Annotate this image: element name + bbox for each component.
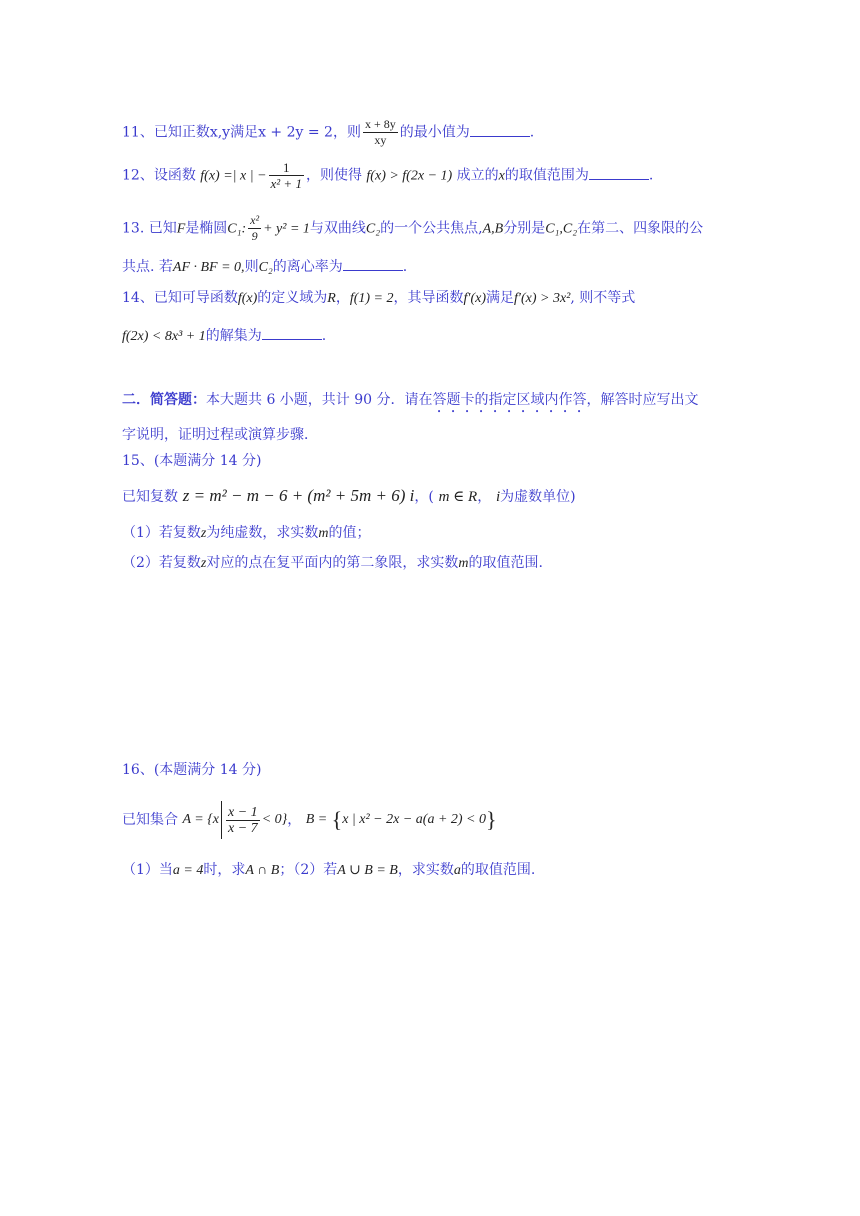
q12-expr-left: f(x) =| x | −: [200, 168, 267, 184]
q16-header: 16、(本题满分 14 分): [122, 762, 262, 778]
q13-ellipse-c1: C₁:: [227, 221, 247, 237]
q15-stem-c: ，: [477, 489, 492, 505]
q16-numerator: x − 1: [228, 804, 258, 820]
q11-tail: 的最小值为: [399, 124, 470, 141]
q15-p1-a: （1）若复数: [122, 525, 201, 541]
q15-p1-m: m: [318, 526, 329, 541]
q15-p1-b: 为纯虚数，求实数: [206, 525, 319, 541]
q14-text-c: ，: [335, 290, 350, 306]
q14-text-f: , 则不等式: [570, 290, 636, 306]
q15-p1-c: 的值；: [328, 525, 371, 541]
q15-stem-d: 为虚数单位): [500, 489, 576, 505]
question-15-part-1: [122, 523, 371, 544]
q11-fraction: [363, 117, 398, 148]
q12-end: .: [648, 167, 654, 184]
q12-denominator: x² + 1: [270, 176, 302, 191]
q16-denominator: x − 7: [228, 820, 258, 836]
question-14-line-1: [122, 288, 635, 309]
q12-mid: ，则使得: [305, 167, 362, 184]
q13-points-ab: A,B: [482, 221, 504, 237]
q11-end: .: [529, 124, 535, 141]
q13-text-b: 是椭圆: [185, 220, 228, 237]
q16-comma: ，: [287, 812, 302, 828]
q13-text-d: 的一个公共焦点,: [380, 220, 483, 237]
section-2-text-2: ，解答时应写出文: [586, 392, 699, 408]
section-2-emphasis: 答题卡的指定区域内作答: [432, 392, 587, 408]
section-2-text-3: 字说明，证明过程或演算步骤．: [122, 427, 318, 443]
q13-text-i: 的离心率为: [272, 259, 343, 275]
q15-header: 15、(本题满分 14 分): [122, 453, 262, 469]
q15-p2-m: m: [458, 556, 469, 571]
q14-fx: f(x): [237, 291, 258, 306]
q13-numerator: x²: [250, 213, 260, 227]
question-15-header: [122, 451, 261, 471]
q12-tail2: 的取值范围为: [504, 167, 589, 184]
q15-p1-z: z: [200, 526, 207, 541]
q14-text-a: 14、已知可导函数: [122, 290, 238, 306]
q13-end: .: [402, 259, 408, 275]
q14-text-e: 满足: [486, 290, 514, 306]
q16-p1-b: 时，求: [203, 862, 246, 878]
q16-brace-right: }: [486, 807, 497, 832]
q14-end: .: [321, 328, 327, 344]
q11-answer-blank: [470, 122, 530, 137]
section-2-heading: [122, 390, 699, 416]
q15-stem-a: 已知复数: [122, 489, 178, 505]
q11-numerator: x + 8y: [364, 117, 396, 131]
q13-fraction: [248, 213, 261, 244]
q13-hyperbola-c2-ref: C₂: [258, 260, 273, 275]
q13-vector-condition: AF · BF = 0,: [172, 260, 245, 275]
q16-brace-left: {: [331, 807, 343, 832]
q16-p1-c: ；（2）若: [279, 862, 338, 878]
question-16-stem: [122, 800, 497, 840]
question-15-part-2: [122, 553, 543, 574]
q12-fraction: [269, 160, 304, 191]
q13-text-g: 共点. 若: [122, 259, 173, 275]
q13-focus-f: F: [176, 221, 186, 237]
q15-p2-z: z: [200, 556, 207, 571]
question-16-header: [122, 760, 261, 780]
question-12: [122, 160, 653, 191]
q13-hyperbola-c2: C₂: [365, 221, 381, 237]
q16-set-bar: [221, 801, 222, 839]
q16-set-a-end: < 0}: [261, 812, 288, 827]
q16-set-b: B =: [305, 812, 328, 827]
q15-p2-b: 对应的点在复平面内的第二象限，求实数: [206, 555, 459, 571]
q12-answer-blank: [589, 165, 649, 180]
q13-text-a: 13. 已知: [122, 220, 177, 237]
q11-denominator: xy: [374, 133, 387, 147]
q14-text-d: ，其导函数: [393, 290, 464, 306]
q12-label: 12、设函数: [122, 167, 196, 184]
q12-numerator: 1: [269, 160, 304, 176]
q16-a: a: [453, 863, 461, 878]
question-14-line-2: [122, 325, 326, 347]
q14-text-b: 的定义域为: [257, 290, 328, 306]
q15-p2-c: 的取值范围.: [468, 555, 543, 571]
q13-text-h: 则: [244, 259, 259, 275]
q13-ellipse-eq: + y² = 1: [263, 221, 310, 237]
q16-p1-d: ，求实数: [397, 862, 454, 878]
q13-text-e: 分别是: [503, 220, 546, 237]
q14-answer-blank: [262, 325, 322, 340]
q15-stem-b: ，(: [414, 489, 434, 505]
question-11: [122, 117, 534, 148]
q14-f1: f(1) = 2: [349, 291, 394, 306]
q11-label: 11、已知正数x,y满足x + 2y = 2，则: [122, 124, 361, 141]
q15-imaginary-unit: i: [495, 489, 501, 505]
question-15-stem: [122, 486, 576, 507]
q16-stem: 已知集合: [122, 812, 178, 828]
q14-inequality: f(2x) < 8x³ + 1: [122, 329, 206, 344]
section-2-heading-line-2: [122, 425, 318, 445]
question-13-line-2: [122, 256, 407, 278]
section-2-text-1: 本大题共 6 小题，共计 90 分．请在: [206, 392, 433, 408]
question-13-line-1: [122, 213, 703, 244]
q12-tail1: 成立的: [456, 167, 499, 184]
q16-a-equals-4: a = 4: [172, 863, 204, 878]
q16-p1-a: （1）当: [122, 862, 173, 878]
q15-p2-a: （2）若复数: [122, 555, 201, 571]
q16-fraction: [226, 805, 260, 836]
q13-text-c: 与双曲线: [309, 220, 366, 237]
q13-answer-blank: [343, 256, 403, 271]
q14-text-g: 的解集为: [205, 328, 262, 344]
q13-denominator: 9: [251, 229, 258, 243]
q14-derivative: f′(x): [463, 291, 486, 306]
q16-union: A ∪ B = B: [337, 863, 398, 878]
q12-inequality: f(x) > f(2x − 1): [366, 168, 453, 184]
q16-p1-e: 的取值范围.: [460, 862, 536, 878]
q13-curves: C₁,C₂: [545, 221, 578, 237]
q16-set-a: A = {x: [182, 812, 220, 827]
question-16-parts: [122, 860, 535, 881]
q16-set-b-body: x | x² − 2x − a(a + 2) < 0: [342, 812, 487, 827]
q12-variable: x: [498, 168, 505, 184]
q16-intersection: A ∩ B: [245, 863, 280, 878]
q14-derivative-ineq: f′(x) > 3x²: [514, 291, 571, 306]
q13-text-f: 在第二、四象限的公: [577, 220, 704, 237]
q15-m-in-r: m ∈ R: [438, 489, 478, 505]
q14-domain-r: R: [327, 291, 336, 306]
q15-complex-z: z = m² − m − 6 + (m² + 5m + 6) i: [182, 486, 415, 505]
section-2-title: 二．简答题：: [122, 392, 206, 408]
